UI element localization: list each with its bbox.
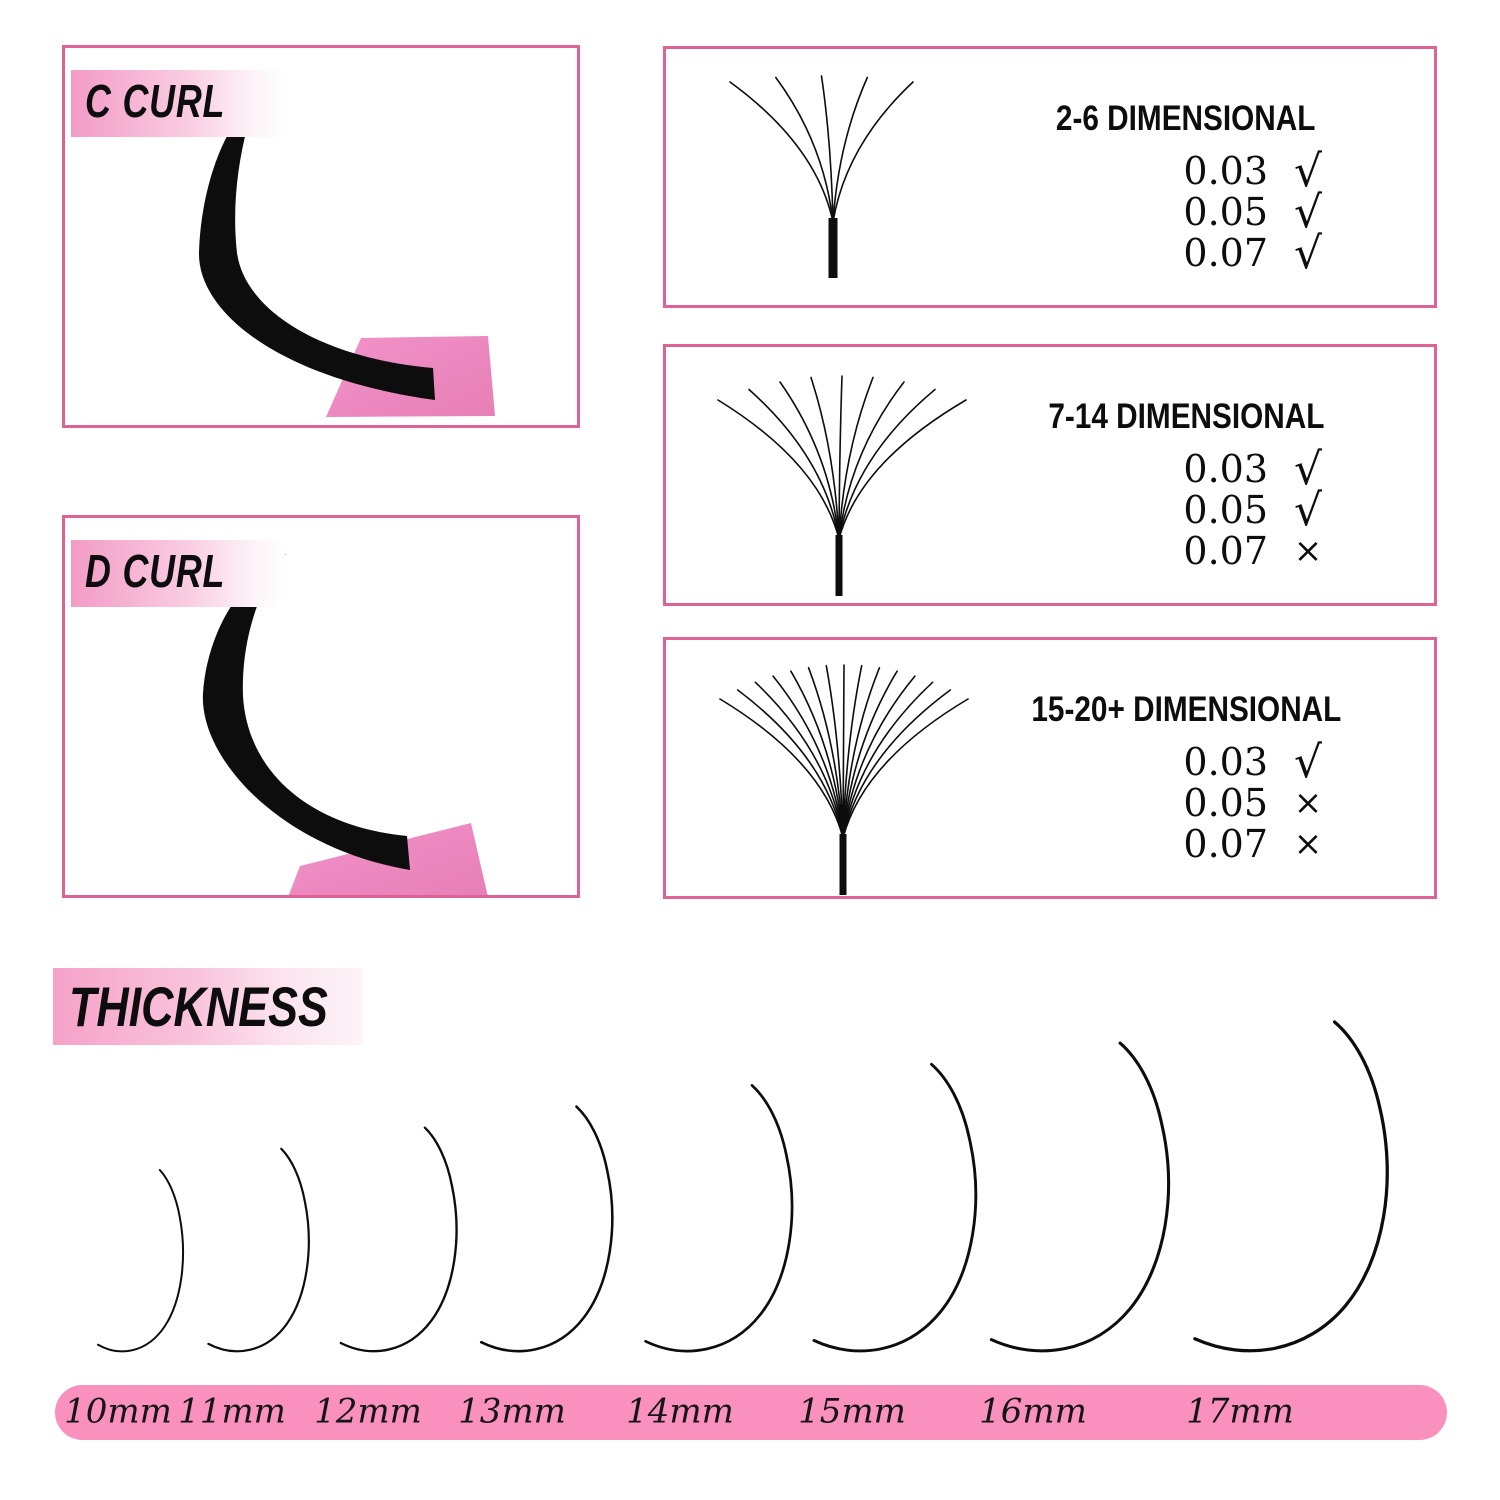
length-label: 12mm [314,1390,422,1431]
compat-row [1040,228,1420,279]
dimension-card-2-6 [663,46,1437,308]
thickness-value: 0.03 [1183,447,1268,491]
thickness-value: 0.07 [1183,529,1268,573]
cross-mark: × [1293,531,1323,571]
thickness-compatibility-list [1040,444,1420,573]
lash-length-curves [0,1000,1500,1380]
lash-length-curve [1195,1022,1387,1351]
d-curl-card [62,515,580,898]
thickness-compatibility-list [1040,737,1420,866]
fan-lash [755,682,843,838]
thickness-compatibility-list [1040,146,1420,279]
check-mark: √ [1293,485,1323,536]
check-mark: √ [1293,737,1323,788]
cross-mark: × [1293,783,1323,823]
dimension-title [946,397,1426,437]
thickness-value: 0.03 [1183,149,1268,193]
lash-length-curve [341,1128,457,1351]
cross-mark: × [1293,824,1323,864]
lash-length-curve [481,1107,612,1352]
lash-length-curve [208,1149,308,1351]
dimension-title [946,99,1426,139]
fan-lash [839,378,873,540]
dimension-title [946,690,1426,730]
fan-lash [833,82,913,222]
lash-length-curve [98,1170,183,1351]
length-label: 14mm [626,1390,734,1431]
length-label: 10mm [64,1390,172,1431]
length-label: 16mm [979,1390,1087,1431]
fan-lash [718,400,839,539]
length-label: 15mm [798,1390,906,1431]
fan-lash [843,690,950,838]
length-scale-bar [55,1385,1447,1440]
compat-row [1040,824,1420,865]
compat-row [1040,737,1420,788]
compat-row [1040,783,1420,824]
thickness-value: 0.07 [1183,822,1268,866]
dimension-title-text: 2-6 DIMENSIONAL [1056,99,1316,138]
thickness-value: 0.03 [1183,740,1268,784]
dimension-title-text: 7-14 DIMENSIONAL [1047,397,1325,436]
dimension-title-text: 15-20+ DIMENSIONAL [1031,690,1341,729]
fan-lash [839,390,935,540]
check-mark: √ [1293,228,1323,279]
dimension-card-7-14 [663,344,1437,606]
check-mark: √ [1293,146,1323,197]
compat-row [1040,146,1420,197]
c-curl-card [62,45,580,428]
fan-lash [730,82,833,222]
thickness-title-text: THICKNESS [69,975,328,1038]
lash-length-curve [814,1064,976,1351]
lash-length-curve [646,1085,792,1351]
check-mark: √ [1293,444,1323,495]
c-curl-label [71,70,285,137]
thickness-value: 0.05 [1183,190,1268,234]
length-label: 17mm [1186,1390,1294,1431]
compat-row [1040,187,1420,238]
d-curl-label-text: D CURL [85,545,226,597]
fan-lash [738,690,843,838]
compat-row [1040,485,1420,536]
c-curl-label-text: C CURL [85,75,226,127]
length-label: 11mm [178,1390,286,1431]
d-curl-label [71,540,285,607]
compat-row [1040,444,1420,495]
thickness-value: 0.07 [1183,231,1268,275]
check-mark: √ [1293,187,1323,238]
thickness-value: 0.05 [1183,781,1268,825]
dimension-card-15-20 [663,637,1437,899]
compat-row [1040,531,1420,572]
fan-lash [749,390,839,540]
length-label: 13mm [458,1390,566,1431]
lash-length-curve [991,1043,1168,1351]
thickness-value: 0.05 [1183,488,1268,532]
